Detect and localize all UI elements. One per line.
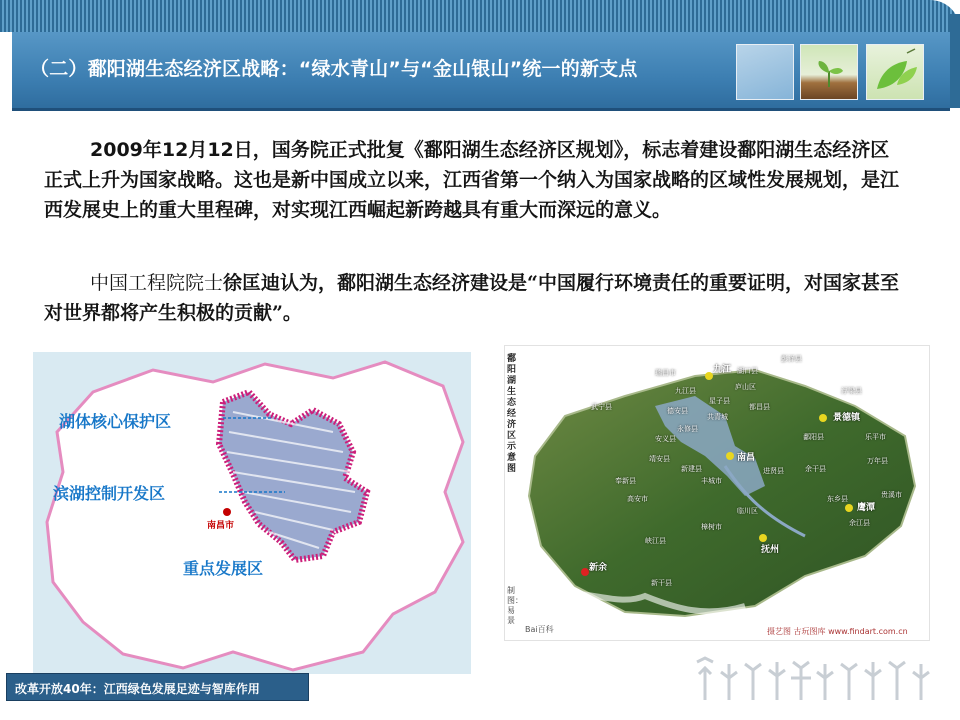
town-label: 湖口县 [737,367,758,375]
footer-text: 改革开放40年：江西绿色发展足迹与智库作用 [15,682,260,696]
paragraph-text: 纳入为国家战略的区域性发展规划，是江西发展史上的重大里程碑，对实现江西崛起新跨越具有重大而深远的意义。 [44,169,900,221]
header-thumbnail-sky [736,44,794,100]
town-label: 瑞昌市 [655,369,676,377]
town-label: 庐山区 [735,383,756,391]
decorative-plant-pattern [695,654,945,704]
zoning-map-graphic [33,352,471,674]
town-label: 浮梁县 [841,387,862,395]
map-side-title: 鄱阳湖生态经济区示意图 [507,354,517,474]
paragraph-text: 认为，鄱阳湖生态经济建设是“中国履行环境责任的重要证明，对国家甚至对世界都将产生积极的贡献”。 [44,272,899,324]
town-label: 都昌县 [749,403,770,411]
header-thumbnail-leaves [866,44,924,100]
city-label-jingdezhen: 景德镇 [833,413,861,423]
zone-label-core: 湖体核心保护区 [59,412,172,431]
town-label: 乐平市 [865,433,886,441]
town-label: 峡江县 [645,537,666,545]
town-label: 靖安县 [649,455,670,463]
zone-label-development: 重点发展区 [183,559,264,578]
town-label: 余干县 [805,465,826,473]
expert-name: 徐匡迪 [223,272,281,294]
city-label-fuzhou: 抚州 [761,545,780,555]
city-label-xinyu: 新余 [589,563,608,573]
paragraph-plan-approval [44,135,904,225]
paragraph-expert-quote [44,268,904,328]
town-label: 武宁县 [591,403,612,411]
terrain-map [504,345,930,641]
town-label: 星子县 [709,397,730,405]
zone-label-lakeside: 滨湖控制开发区 [53,484,166,503]
town-label: 德安县 [667,407,688,415]
town-label: 彭泽县 [781,355,802,363]
town-label: 丰城市 [701,477,722,485]
sprout-icon [801,45,857,99]
paragraph-text: 中国工程院院士 [90,272,224,294]
town-label: 樟树市 [701,523,722,531]
town-label: 永修县 [677,425,698,433]
header-corner [950,14,960,108]
town-label: 东乡县 [827,495,848,503]
baidu-watermark: Bai百科 [525,625,554,634]
town-label: 共青城 [707,413,728,421]
town-label: 九江县 [675,387,696,395]
town-label: 进贤县 [763,467,784,475]
leaf-icon [867,45,923,99]
map-side-credit: 制图：易景 [507,586,523,625]
town-label: 临川区 [737,507,758,515]
paragraph-text: ，国务院正式批复《鄱阳湖生态经济区规划》，标志着建设鄱阳湖生态经济区正式上升为国家战略。这也是新中国成立以来，江西省 [44,139,890,191]
map-credit: 摄艺图 古玩图库 www.findart.com.cn [767,627,908,636]
city-label-yingtan: 鹰潭 [857,503,876,513]
approval-date: 2009年12月12日 [90,139,253,161]
town-label: 奉新县 [615,477,636,485]
town-label: 新干县 [651,579,672,587]
header-stripe [0,0,960,32]
header-thumbnail-sprout [800,44,858,100]
city-label-jiujiang: 九江 [713,365,732,375]
town-label: 余江县 [849,519,870,527]
town-label: 安义县 [655,435,676,443]
town-label: 高安市 [627,495,648,503]
town-label: 鄱阳县 [803,433,824,441]
emphasis-first: 第一个 [500,169,558,191]
town-label: 万年县 [867,457,888,465]
city-label-nanchang: 南昌市 [207,521,235,531]
town-label: 新建县 [681,465,702,473]
terrain-map-graphic [505,346,929,640]
town-label: 贵溪市 [881,491,902,499]
city-label-nanchang: 南昌 [737,453,756,463]
zoning-map [33,352,471,674]
slide-title: （二）鄱阳湖生态经济区战略：“绿水青山”与“金山银山”统一的新支点 [30,58,638,80]
